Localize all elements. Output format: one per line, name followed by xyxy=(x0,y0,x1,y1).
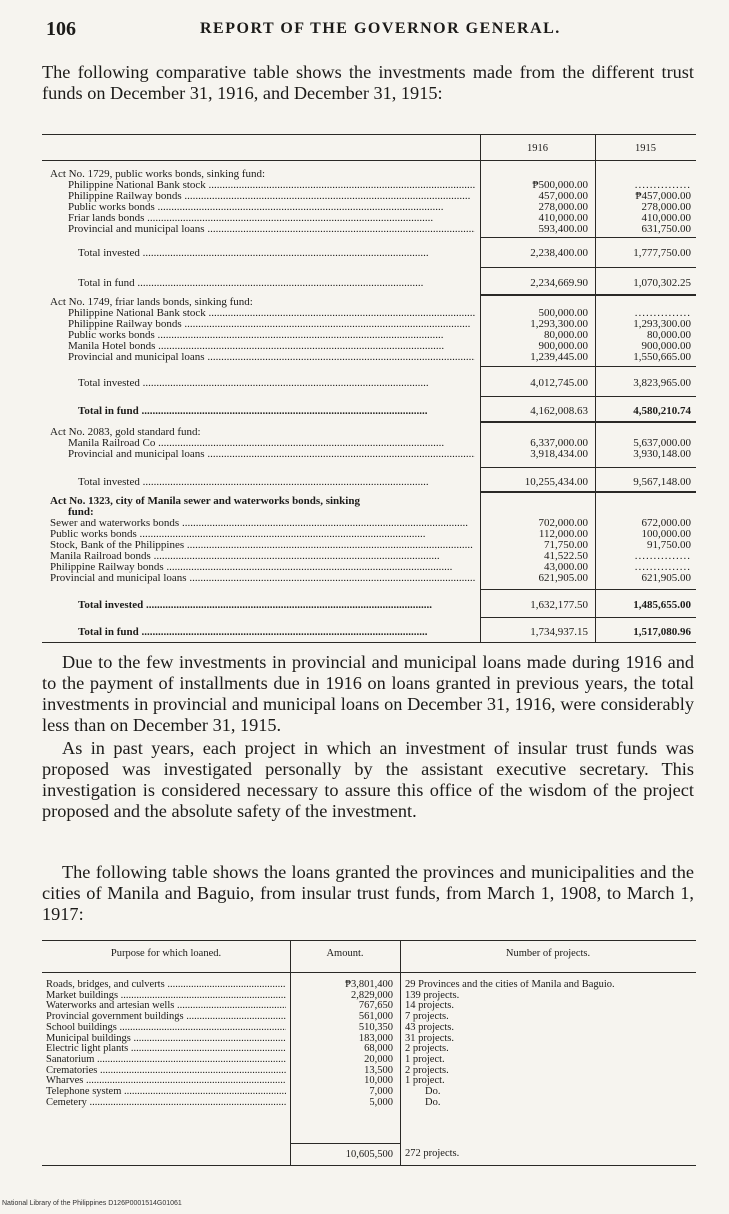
loan-purpose: Roads, bridges, and culverts ..... xyxy=(46,980,286,991)
loan-purpose: Wharves ..... xyxy=(46,1076,286,1087)
loan-purpose: Crematories ..... xyxy=(46,1066,286,1077)
total-fund-1915: 1,070,302.25 xyxy=(633,277,691,289)
intro-paragraph: The following comparative table shows the investments made from the different trust funds on December 31, 1916, and December 31, 1915: xyxy=(42,62,694,103)
loan-projects: 14 projects. xyxy=(405,1001,454,1012)
total-invested-1916: 2,238,400.00 xyxy=(530,247,588,259)
total-rule xyxy=(290,1143,400,1144)
value-1916: 1,293,300.00 xyxy=(530,318,588,330)
row-label: Manila Railroad bonds ..... xyxy=(50,551,475,562)
value-1915: ............... xyxy=(634,179,691,191)
value-1916: 500,000.00 xyxy=(538,307,588,319)
value-1916: 457,000.00 xyxy=(538,190,588,202)
value-1916: 1,239,445.00 xyxy=(530,351,588,363)
value-1916: 71,750.00 xyxy=(544,539,588,551)
header-bottom-rule xyxy=(42,160,696,161)
value-1915: ............... xyxy=(634,550,691,562)
value-1915: 91,750.00 xyxy=(647,539,691,551)
column-header-1916: 1916 xyxy=(527,143,548,154)
loan-projects: 7 projects. xyxy=(405,1012,449,1023)
value-1915: ............... xyxy=(634,307,691,319)
row-label: Provincial and municipal loans ..... xyxy=(68,224,475,235)
total-invested-label: Total invested ..... xyxy=(78,600,475,611)
total-fund-label: Total in fund ..... xyxy=(78,627,475,638)
scan-footer: National Library of the Philippines D126P0001514G01061 xyxy=(2,1200,182,1207)
total-fund-1916: 4,162,008.63 xyxy=(530,405,588,417)
row-label: Philippine Railway bonds ..... xyxy=(68,191,475,202)
paragraph-loans-intro: The following table shows the loans granted the provinces and municipalities and the cities of Manila and Baguio, from insular trust funds, from March 1, 1908, to March 1, 1917: xyxy=(42,862,694,924)
value-1916: ₱500,000.00 xyxy=(532,179,588,191)
value-1916: 702,000.00 xyxy=(538,517,588,529)
column-divider xyxy=(290,940,291,1165)
row-label: Public works bonds ..... xyxy=(50,529,475,540)
loan-amount: ₱3,801,400 xyxy=(345,979,393,990)
loan-purpose: Cemetery ..... xyxy=(46,1098,286,1109)
value-1916: 112,000.00 xyxy=(538,528,588,540)
column-header-amount: Amount. xyxy=(326,948,364,959)
loan-purpose: Municipal buildings ..... xyxy=(46,1034,286,1045)
total-fund-label: Total in fund ..... xyxy=(78,406,475,417)
total-invested-label: Total invested ..... xyxy=(78,477,475,488)
subtotal-rule xyxy=(480,467,696,468)
section-heading: Act No. 1749, friar lands bonds, sinking fund: xyxy=(50,297,253,308)
paragraph-provincial-loans: Due to the few investments in provincial and municipal loans made during 1916 and to the payment of installments due in 1916 on loans granted in previous years, the total investments in provincial and municipal loans on December 31, 1916, were considerably less than on December 31, 1915. xyxy=(42,652,694,735)
subtotal-rule xyxy=(480,617,696,618)
row-label: Public works bonds ..... xyxy=(68,330,475,341)
value-1915: 621,905.00 xyxy=(641,572,691,584)
total-invested-label: Total invested ..... xyxy=(78,248,475,259)
value-1916: 41,522.50 xyxy=(544,550,588,562)
value-1915: 672,000.00 xyxy=(641,517,691,529)
row-label: Manila Hotel bonds ..... xyxy=(68,341,475,352)
loan-amount: 13,500 xyxy=(364,1064,393,1076)
loan-amount: 2,829,000 xyxy=(351,989,393,1001)
total-invested-1915: 1,485,655.00 xyxy=(633,599,691,611)
row-label: Philippine National Bank stock ..... xyxy=(68,180,475,191)
total-projects: 272 projects. xyxy=(405,1149,460,1159)
value-1916: 80,000.00 xyxy=(544,329,588,341)
section-rule xyxy=(480,421,696,423)
loan-amount: 68,000 xyxy=(364,1043,393,1055)
subtotal-rule xyxy=(480,267,696,268)
table-bottom-rule xyxy=(42,642,696,643)
loan-purpose: School buildings ..... xyxy=(46,1023,286,1034)
total-fund-1915: 4,580,210.74 xyxy=(633,405,691,417)
table-bottom-rule xyxy=(42,1165,696,1166)
total-fund-1915: 1,517,080.96 xyxy=(633,626,691,638)
value-1915: 80,000.00 xyxy=(647,329,691,341)
paragraph-investigation: As in past years, each project in which an investment of insular trust funds was proposed was investigated personally by the assistant executive secretary. This investigation is considered necessary to assure this office of the wisdom of the project proposed and the absolute safety of the investment. xyxy=(42,738,694,821)
loan-projects: 1 project. xyxy=(405,1054,445,1065)
loan-projects: 2 projects. xyxy=(405,1044,449,1055)
loan-projects: 2 projects. xyxy=(405,1065,449,1076)
total-invested-1915: 9,567,148.00 xyxy=(633,476,691,488)
total-fund-1916: 2,234,669.90 xyxy=(530,277,588,289)
loan-amount: 767,650 xyxy=(358,1000,393,1012)
table-top-rule xyxy=(42,134,696,135)
loan-purpose: Electric light plants ..... xyxy=(46,1044,286,1055)
section-rule xyxy=(480,294,696,296)
loan-amount: 510,350 xyxy=(358,1021,393,1033)
total-fund-label: Total in fund ..... xyxy=(78,278,475,289)
loan-purpose: Telephone system ..... xyxy=(46,1087,286,1098)
loan-purpose: Market buildings ..... xyxy=(46,991,286,1002)
total-invested-1916: 10,255,434.00 xyxy=(524,476,588,488)
row-label: Philippine National Bank stock ..... xyxy=(68,308,475,319)
column-header-1915: 1915 xyxy=(635,143,656,154)
row-label: Philippine Railway bonds ..... xyxy=(50,562,475,573)
value-1916: 900,000.00 xyxy=(538,340,588,352)
value-1916: 278,000.00 xyxy=(538,201,588,213)
value-1915: 410,000.00 xyxy=(641,212,691,224)
subtotal-rule xyxy=(480,589,696,590)
value-1915: 631,750.00 xyxy=(641,223,691,235)
loan-projects: 31 projects. xyxy=(405,1033,454,1044)
subtotal-rule xyxy=(480,366,696,367)
section-heading: Act No. 1729, public works bonds, sinking fund: xyxy=(50,169,266,180)
row-label: Manila Railroad Co ..... xyxy=(68,438,475,449)
row-label: Stock, Bank of the Philippines ..... xyxy=(50,540,475,551)
total-invested-label: Total invested ..... xyxy=(78,378,475,389)
subtotal-rule xyxy=(480,396,696,397)
loan-amount: 20,000 xyxy=(364,1053,393,1065)
total-amount: 10,605,500 xyxy=(345,1149,393,1160)
value-1915: 1,550,665.00 xyxy=(633,351,691,363)
value-1916: 43,000.00 xyxy=(544,561,588,573)
loan-amount: 10,000 xyxy=(364,1075,393,1087)
value-1915: 5,637,000.00 xyxy=(633,437,691,449)
loan-amount: 5,000 xyxy=(369,1096,393,1108)
loan-projects: 29 Provinces and the cities of Manila and Baguio. xyxy=(405,980,615,990)
row-label: Friar lands bonds ..... xyxy=(68,213,475,224)
total-invested-1915: 3,823,965.00 xyxy=(633,377,691,389)
loan-projects: 43 projects. xyxy=(405,1022,454,1033)
column-divider xyxy=(595,134,596,642)
total-fund-1916: 1,734,937.15 xyxy=(530,626,588,638)
row-label: Provincial and municipal loans ..... xyxy=(50,573,475,584)
row-label: Philippine Railway bonds ..... xyxy=(68,319,475,330)
loan-projects: Do. xyxy=(425,1087,441,1097)
loan-amount: 183,000 xyxy=(358,1032,393,1044)
running-title: REPORT OF THE GOVERNOR GENERAL. xyxy=(200,20,561,37)
value-1915: ............... xyxy=(634,561,691,573)
value-1916: 410,000.00 xyxy=(538,212,588,224)
section-heading: Act No. 1323, city of Manila sewer and waterworks bonds, sinking xyxy=(50,496,360,507)
value-1915: 900,000.00 xyxy=(641,340,691,352)
loan-purpose: Waterworks and artesian wells ..... xyxy=(46,1001,286,1012)
row-label: Provincial and municipal loans ..... xyxy=(68,352,475,363)
section-heading: Act No. 2083, gold standard fund: xyxy=(50,427,201,438)
value-1915: 278,000.00 xyxy=(641,201,691,213)
row-label: Public works bonds ..... xyxy=(68,202,475,213)
value-1916: 3,918,434.00 xyxy=(530,448,588,460)
total-invested-1916: 4,012,745.00 xyxy=(530,377,588,389)
column-header-projects: Number of projects. xyxy=(505,948,591,959)
section-heading-continued: fund: xyxy=(68,507,94,518)
table-top-rule xyxy=(42,940,696,941)
header-bottom-rule xyxy=(42,972,696,973)
value-1915: ₱457,000.00 xyxy=(635,190,691,202)
loan-amount: 561,000 xyxy=(358,1011,393,1023)
loan-amount: 7,000 xyxy=(369,1086,393,1097)
loan-projects: 1 project. xyxy=(405,1076,445,1087)
column-header-purpose: Purpose for which loaned. xyxy=(110,948,222,959)
total-invested-1916: 1,632,177.50 xyxy=(530,599,588,611)
loan-purpose: Provincial government buildings ..... xyxy=(46,1012,286,1023)
value-1915: 3,930,148.00 xyxy=(633,448,691,460)
row-label: Sewer and waterworks bonds ..... xyxy=(50,518,475,529)
section-rule xyxy=(480,491,696,493)
loan-purpose: Sanatorium ..... xyxy=(46,1055,286,1066)
page-number: 106 xyxy=(46,18,76,40)
row-label: Provincial and municipal loans ..... xyxy=(68,449,475,460)
value-1915: 100,000.00 xyxy=(641,528,691,540)
value-1916: 6,337,000.00 xyxy=(530,437,588,449)
column-divider xyxy=(480,134,481,642)
subtotal-rule xyxy=(480,237,696,238)
value-1916: 621,905.00 xyxy=(538,572,588,584)
loan-projects: 139 projects. xyxy=(405,990,460,1001)
total-invested-1915: 1,777,750.00 xyxy=(633,247,691,259)
loan-projects: Do. xyxy=(425,1097,441,1108)
column-divider xyxy=(400,940,401,1165)
value-1915: 1,293,300.00 xyxy=(633,318,691,330)
value-1916: 593,400.00 xyxy=(538,223,588,235)
